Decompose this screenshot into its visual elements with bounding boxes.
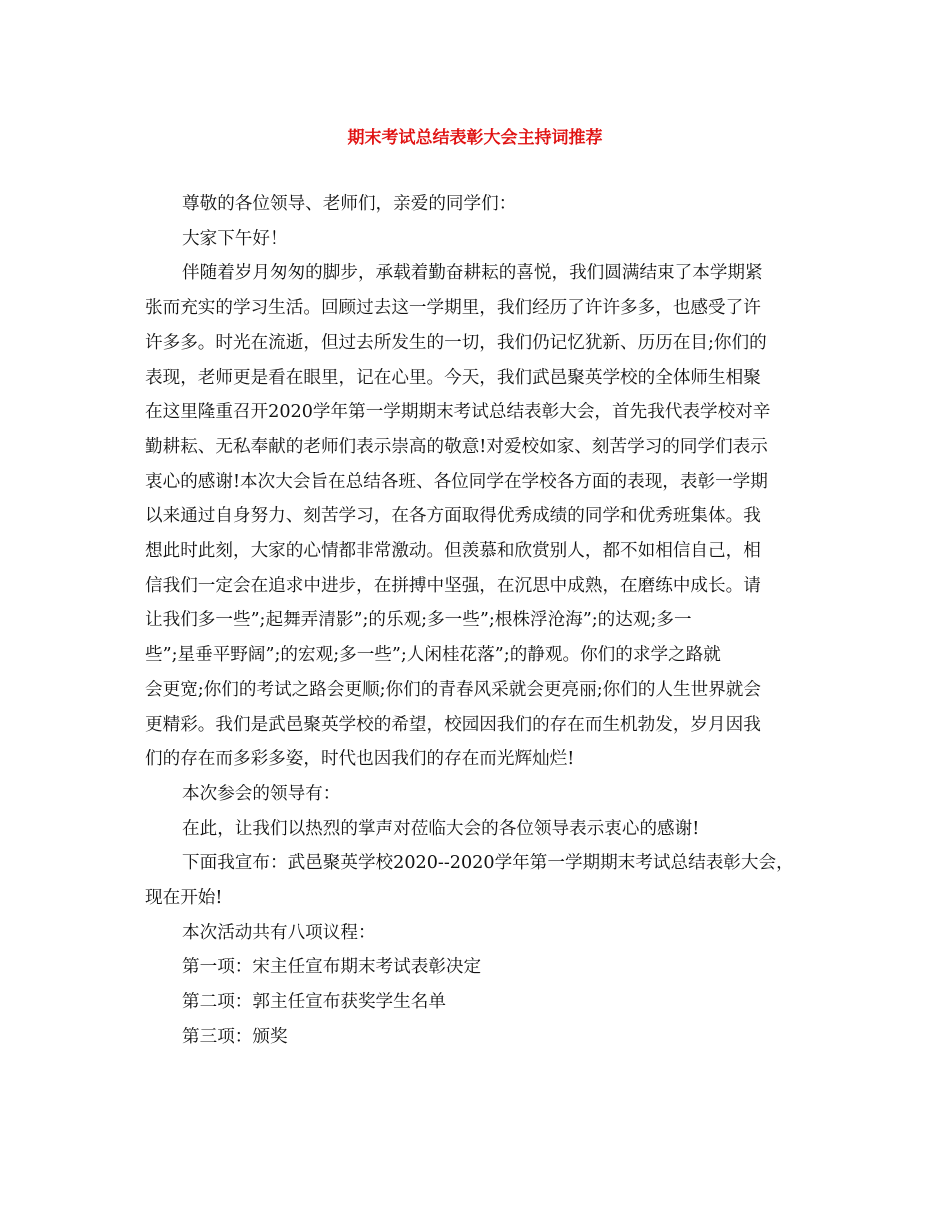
paragraph-thanks [145, 812, 810, 847]
document-body [145, 187, 810, 1055]
document-title: 期末考试总结表彰大会主持词推荐 [347, 128, 603, 148]
text-line: 信我们一定会在追求中进步，在拼搏中坚强，在沉思中成熟，在磨练中成长。请 [145, 575, 761, 596]
agenda-item-2 [145, 985, 810, 1020]
agenda-item-3 [145, 1020, 810, 1055]
text-line: 更精彩。我们是武邑聚英学校的希望，校园因我们的存在而生机勃发，岁月因我 [145, 714, 761, 735]
paragraph-leaders-present [145, 777, 810, 812]
text-line: 第一项：宋主任宣布期末考试表彰决定 [182, 957, 482, 978]
text-line: 在这里隆重召开2020学年第一学期期末考试总结表彰大会，首先我代表学校对辛 [145, 402, 771, 423]
text-line: 尊敬的各位领导、老师们，亲爱的同学们： [182, 194, 517, 214]
paragraph-announcement [145, 846, 810, 915]
text-line: 会更宽;你们的考试之路会更顺;你们的青春风采就会更亮丽;你们的人生世界就会 [145, 679, 761, 700]
text-line: 们的存在而多彩多姿，时代也因我们的存在而光辉灿烂! [145, 749, 575, 770]
agenda-item-1 [145, 950, 810, 985]
text-line: 以来通过自身努力、刻苦学习，在各方面取得优秀成绩的同学和优秀班集体。我 [145, 506, 761, 527]
text-line: 在此，让我们以热烈的掌声对莅临大会的各位领导表示衷心的感谢! [182, 818, 700, 839]
text-line: 第二项：郭主任宣布获奖学生名单 [182, 992, 446, 1013]
text-line: 现在开始! [145, 888, 223, 909]
paragraph-greeting-audience [145, 187, 810, 222]
text-line: 许多多。时光在流逝，但过去所发生的一切，我们仍记忆犹新、历历在目;你们的 [145, 332, 767, 353]
text-line: 让我们多一些”;起舞弄清影”;的乐观;多一些”;根株浮沧海”;的达观;多一 [145, 610, 692, 631]
text-line: 表现，老师更是看在眼里，记在心里。今天，我们武邑聚英学校的全体师生相聚 [145, 367, 761, 388]
text-line: 张而充实的学习生活。回顾过去这一学期里，我们经历了许许多多，也感受了许 [145, 298, 761, 319]
text-line: 衷心的感谢!本次大会旨在总结各班、各位同学在学校各方面的表现，表彰一学期 [145, 471, 768, 492]
text-line: 第三项：颁奖 [182, 1026, 288, 1047]
paragraph-greeting [145, 222, 810, 257]
text-line: 本次活动共有八项议程： [182, 922, 376, 943]
text-line: 下面我宣布：武邑聚英学校2020--2020学年第一学期期末考试总结表彰大会， [182, 853, 794, 874]
paragraph-agenda-intro [145, 916, 810, 951]
text-line: 大家下午好！ [182, 228, 288, 249]
text-line: 想此时此刻，大家的心情都非常激动。但羡慕和欣赏别人，都不如相信自己，相 [145, 541, 761, 562]
text-line: 勤耕耘、无私奉献的老师们表示崇高的敬意!对爱校如家、刻苦学习的同学们表示 [145, 436, 768, 457]
text-line: 些”;星垂平野阔”;的宏观;多一些”;人闲桂花落”;的静观。你们的求学之路就 [145, 645, 721, 666]
text-line: 伴随着岁月匆匆的脚步，承载着勤奋耕耘的喜悦，我们圆满结束了本学期紧 [182, 263, 763, 284]
paragraph-opening-speech [145, 256, 810, 777]
text-line: 本次参会的领导有： [182, 783, 341, 804]
